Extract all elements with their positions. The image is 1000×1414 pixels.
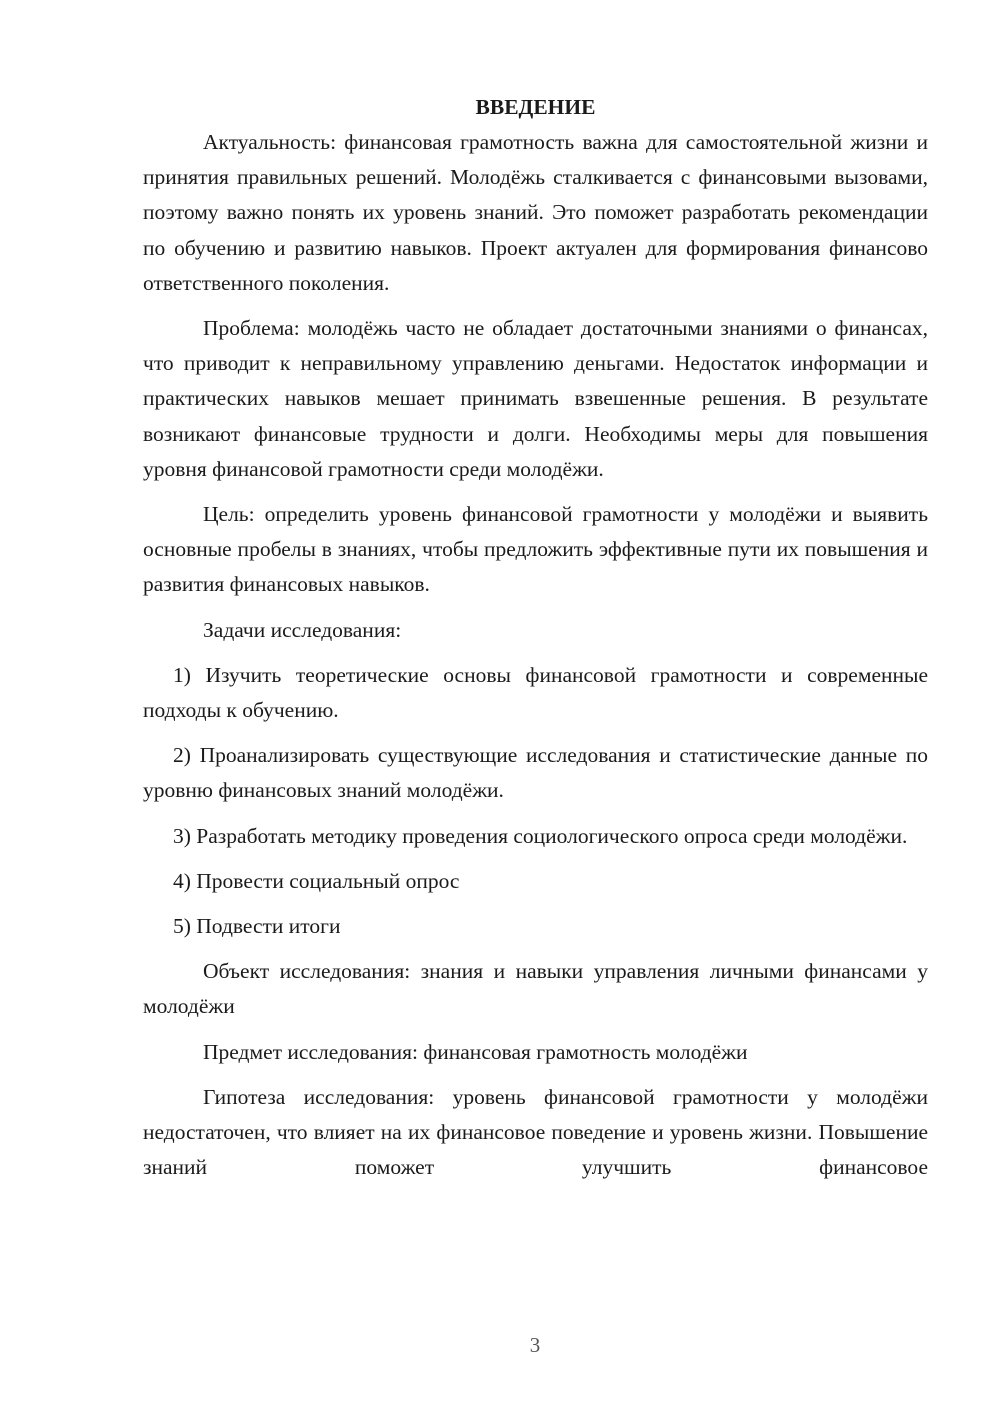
task-item-2: 2) Проанализировать существующие исследования и статистические данные по уровню финансовых знаний молодёжи.	[143, 743, 928, 803]
paragraph-subject: Предмет исследования: финансовая грамотность молодёжи	[203, 1039, 748, 1064]
task-item-1: 1) Изучить теоретические основы финансовой грамотности и современные подходы к обучению.	[143, 662, 928, 723]
page-number: 3	[529, 1333, 541, 1357]
document-page	[143, 90, 928, 1195]
paragraph-relevance: Актуальность: финансовая грамотность важна для самостоятельной жизни и принятия правильных решений. Молодёжь сталкивается с финансовыми вызовами, поэтому важно понять их уровень знаний. Это поможет разработать рекомендации по обучению и развитию навыков. Проект актуален для формирования финансово ответственного поколения.	[143, 130, 928, 295]
paragraph-goal: Цель: определить уровень финансовой грамотности у молодёжи и выявить основные пробелы в знаниях, чтобы предложить эффективные пути их повышения и развития финансовых навыков.	[143, 502, 928, 597]
paragraph-hypothesis: Гипотеза исследования: уровень финансовой грамотности у молодёжи недостаточен, что влияет на их финансовое поведение и уровень жизни. Повышение знаний поможет улучшить финансовое	[143, 1084, 928, 1180]
paragraph-object: Объект исследования: знания и навыки управления личными финансами у молодёжи	[143, 959, 928, 1019]
paragraph-tasks-heading: Задачи исследования:	[203, 617, 402, 642]
paragraph-problem: Проблема: молодёжь часто не обладает достаточными знаниями о финансах, что приводит к неправильному управлению деньгами. Недостаток информации и практических навыков мешает принимать взвешенные решения. В результате возникают финансовые трудности и долги. Необходимы меры для повышения уровня финансовой грамотности среди молодёжи.	[143, 316, 928, 481]
task-item-3: 3) Разработать методику проведения социологического опроса среди молодёжи.	[173, 823, 908, 848]
task-item-5: 5) Подвести итоги	[173, 914, 341, 939]
task-item-4: 4) Провести социальный опрос	[173, 868, 460, 893]
section-title: ВВЕДЕНИЕ	[475, 95, 596, 119]
